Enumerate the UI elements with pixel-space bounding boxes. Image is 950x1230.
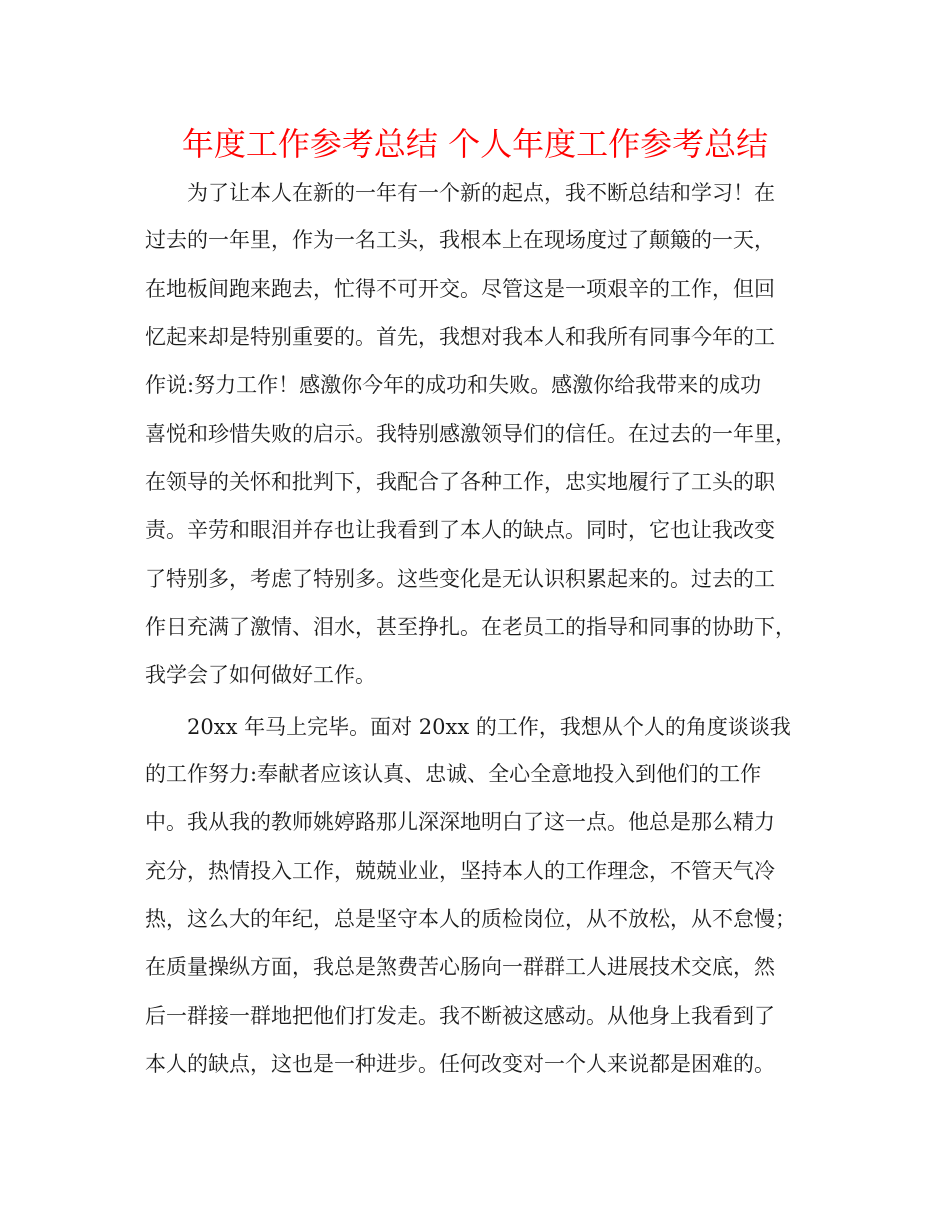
paragraph-2-line-6: 在质量操纵方面，我总是煞费苦心肠向一群群工人进展技术交底，然 <box>145 955 775 979</box>
document-title: 年度工作参考总结 个人年度工作参考总结 <box>181 125 769 163</box>
paragraph-1-line-5: 作说:努力工作！感激你今年的成功和失败。感激你给我带来的成功 <box>145 373 762 397</box>
paragraph-1-line-11: 我学会了如何做好工作。 <box>145 663 376 687</box>
paragraph-2-line-3: 中。我从我的教师姚婷路那儿深深地明白了这一点。他总是那么精力 <box>145 810 775 834</box>
paragraph-2-line-4: 充分，热情投入工作，兢兢业业，坚持本人的工作理念，不管天气冷 <box>145 859 775 883</box>
paragraph-1-line-9: 了特别多，考虑了特别多。这些变化是无认识积累起来的。过去的工 <box>145 567 775 591</box>
paragraph-1-line-8: 责。辛劳和眼泪并存也让我看到了本人的缺点。同时，它也让我改变 <box>145 518 775 542</box>
paragraph-1-line-1: 为了让本人在新的一年有一个新的起点，我不断总结和学习！在 <box>187 181 775 205</box>
paragraph-1-line-6: 喜悦和珍惜失败的启示。我特别感激领导们的信任。在过去的一年里， <box>145 422 796 446</box>
paragraph-1-line-2: 过去的一年里，作为一名工头，我根本上在现场度过了颠簸的一天， <box>145 228 775 252</box>
paragraph-2-line-7: 后一群接一群地把他们打发走。我不断被这感动。从他身上我看到了 <box>145 1004 775 1028</box>
paragraph-2-line-5: 热，这么大的年纪，总是坚守本人的质检岗位，从不放松，从不怠慢； <box>145 907 796 931</box>
paragraph-2-line-8: 本人的缺点，这也是一种进步。任何改变对一个人来说都是困难的。 <box>145 1052 775 1076</box>
paragraph-2-line-1: 20xx 年马上完毕。面对 20xx 的工作，我想从个人的角度谈谈我 <box>187 715 791 739</box>
paragraph-1-line-7: 在领导的关怀和批判下，我配合了各种工作，忠实地履行了工头的职 <box>145 470 775 494</box>
paragraph-1-line-10: 作日充满了激情、泪水，甚至挣扎。在老员工的指导和同事的协助下， <box>145 615 796 639</box>
paragraph-1-line-3: 在地板间跑来跑去，忙得不可开交。尽管这是一项艰辛的工作，但回 <box>145 277 775 301</box>
paragraph-1-line-4: 忆起来却是特别重要的。首先，我想对我本人和我所有同事今年的工 <box>145 325 775 349</box>
paragraph-2-line-2: 的工作努力:奉献者应该认真、忠诚、全心全意地投入到他们的工作 <box>145 762 762 786</box>
